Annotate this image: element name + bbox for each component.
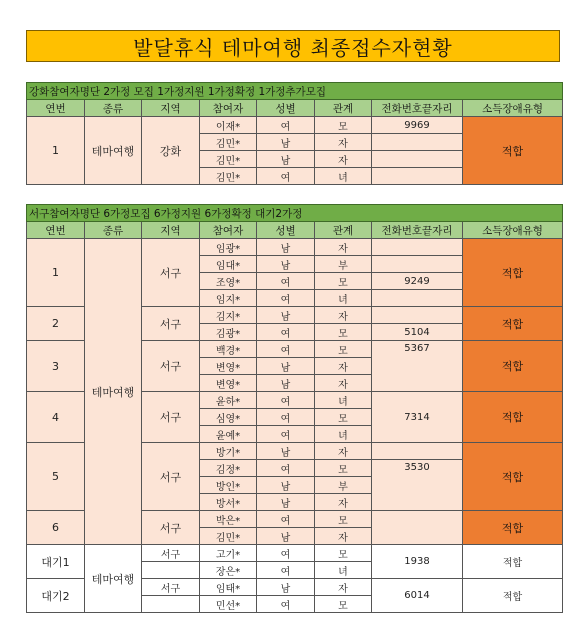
group-region: 서구: [142, 307, 200, 341]
group-no: 5: [27, 443, 85, 511]
participant-relation: 녀: [315, 426, 372, 443]
seogu-banner: 서구참여자명단 6가정모집 6가정지원 6가정확정 대기2가정: [27, 205, 563, 222]
table-row: [27, 239, 563, 256]
participant-name: 방기*: [200, 443, 257, 460]
participant-relation: 자: [315, 579, 372, 596]
participant-relation: 모: [315, 273, 372, 290]
eligibility-cell: 적합: [463, 117, 563, 185]
group-no: 1: [27, 239, 85, 307]
header-participant: 참여자: [200, 100, 257, 117]
participant-gender: 여: [257, 426, 315, 443]
group-no: 2: [27, 307, 85, 341]
participant-gender: 여: [257, 545, 315, 562]
phone-empty: [372, 151, 463, 168]
group-no: 1: [27, 117, 85, 185]
participant-relation: 자: [315, 528, 372, 545]
participant-relation: 자: [315, 375, 372, 392]
participant-gender: 여: [257, 392, 315, 409]
participant-name: 장은*: [200, 562, 257, 579]
group-region: 서구: [142, 511, 200, 545]
group-region: 서구: [142, 341, 200, 392]
phone-empty: [372, 443, 463, 460]
phone-empty: [372, 256, 463, 273]
header-region: 지역: [142, 222, 200, 239]
participant-gender: 남: [257, 579, 315, 596]
participant-gender: 여: [257, 511, 315, 528]
region-empty: [142, 562, 200, 579]
participant-relation: 자: [315, 134, 372, 151]
header-participant: 참여자: [200, 222, 257, 239]
eligibility-cell: 적합: [463, 392, 563, 443]
header-region: 지역: [142, 100, 200, 117]
seogu-table: [26, 204, 563, 613]
participant-name: 윤하*: [200, 392, 257, 409]
participant-name: 김민*: [200, 528, 257, 545]
header-phone: 전화번호끝자리: [372, 222, 463, 239]
participant-name: 민선*: [200, 596, 257, 613]
participant-relation: 녀: [315, 562, 372, 579]
participant-name: 김정*: [200, 460, 257, 477]
participant-name: 김광*: [200, 324, 257, 341]
header-type: 종류: [85, 222, 142, 239]
phone-last-digits: 5104: [372, 324, 463, 341]
participant-name: 임대*: [200, 256, 257, 273]
participant-relation: 모: [315, 117, 372, 134]
participant-name: 임태*: [200, 579, 257, 596]
group-no: 3: [27, 341, 85, 392]
phone-last-digits: [372, 511, 463, 545]
participant-gender: 남: [257, 358, 315, 375]
participant-name: 고기*: [200, 545, 257, 562]
participant-gender: 여: [257, 290, 315, 307]
participant-gender: 여: [257, 341, 315, 358]
eligibility-cell: 적합: [463, 443, 563, 511]
waiting-region: 서구: [142, 545, 200, 562]
participant-name: 임광*: [200, 239, 257, 256]
participant-name: 변영*: [200, 375, 257, 392]
phone-last-digits: 9249: [372, 273, 463, 290]
participant-relation: 모: [315, 460, 372, 477]
header-phone: 전화번호끝자리: [372, 100, 463, 117]
header-type: 종류: [85, 100, 142, 117]
group-no: 4: [27, 392, 85, 443]
participant-gender: 여: [257, 273, 315, 290]
participant-relation: 모: [315, 324, 372, 341]
participant-relation: 부: [315, 477, 372, 494]
phone-last-digits: 9969: [372, 117, 463, 134]
group-type: 테마여행: [85, 117, 142, 185]
participant-name: 김지*: [200, 307, 257, 324]
participant-name: 이재*: [200, 117, 257, 134]
header-relation: 관계: [315, 222, 372, 239]
participant-gender: 여: [257, 460, 315, 477]
participant-gender: 여: [257, 562, 315, 579]
participant-relation: 자: [315, 239, 372, 256]
participant-gender: 남: [257, 528, 315, 545]
participant-gender: 남: [257, 443, 315, 460]
participant-relation: 모: [315, 409, 372, 426]
region-empty: [142, 596, 200, 613]
participant-relation: 부: [315, 256, 372, 273]
header-relation: 관계: [315, 100, 372, 117]
eligibility-cell: 적합: [463, 307, 563, 341]
phone-last-digits: 1938: [372, 545, 463, 579]
participant-name: 임지*: [200, 290, 257, 307]
participant-relation: 녀: [315, 168, 372, 185]
header-gender: 성별: [257, 100, 315, 117]
participant-relation: 모: [315, 341, 372, 358]
page-title: 발달휴식 테마여행 최종접수자현황: [26, 30, 560, 62]
participant-name: 백경*: [200, 341, 257, 358]
table-row: [27, 117, 563, 134]
waiting-region: 서구: [142, 579, 200, 596]
participant-relation: 모: [315, 511, 372, 528]
eligibility-cell: 적합: [463, 239, 563, 307]
participant-relation: 녀: [315, 392, 372, 409]
participant-relation: 자: [315, 307, 372, 324]
waiting-type: 테마여행: [85, 545, 142, 613]
table-row: [27, 545, 563, 562]
phone-last-digits: 7314: [372, 392, 463, 443]
header-eligibility: 소득장애유형: [463, 222, 563, 239]
participant-relation: 자: [315, 443, 372, 460]
participant-gender: 여: [257, 324, 315, 341]
header-gender: 성별: [257, 222, 315, 239]
participant-gender: 남: [257, 477, 315, 494]
participant-name: 조영*: [200, 273, 257, 290]
participant-relation: 자: [315, 151, 372, 168]
participant-name: 변영*: [200, 358, 257, 375]
participant-name: 윤예*: [200, 426, 257, 443]
phone-empty: [372, 307, 463, 324]
participant-relation: 모: [315, 596, 372, 613]
group-region: 서구: [142, 239, 200, 307]
participant-name: 방서*: [200, 494, 257, 511]
phone-empty: [372, 134, 463, 151]
eligibility-cell: 적합: [463, 341, 563, 392]
group-region: 서구: [142, 392, 200, 443]
eligibility-cell: 적합: [463, 511, 563, 545]
phone-empty: [372, 168, 463, 185]
eligibility-cell: 적합: [463, 579, 563, 613]
group-region: 서구: [142, 443, 200, 511]
participant-gender: 남: [257, 151, 315, 168]
participant-gender: 여: [257, 596, 315, 613]
participant-name: 방인*: [200, 477, 257, 494]
ganghwa-banner: 강화참여자명단 2가정 모집 1가정지원 1가정확정 1가정추가모집: [27, 83, 563, 100]
participant-gender: 남: [257, 134, 315, 151]
participant-relation: 자: [315, 494, 372, 511]
participant-relation: 모: [315, 545, 372, 562]
eligibility-cell: 적합: [463, 545, 563, 579]
participant-gender: 여: [257, 168, 315, 185]
participant-name: 심영*: [200, 409, 257, 426]
phone-empty: [372, 239, 463, 256]
waiting-no: 대기1: [27, 545, 85, 579]
ganghwa-table: [26, 82, 563, 185]
participant-name: 김민*: [200, 151, 257, 168]
header-no: 연번: [27, 100, 85, 117]
participant-gender: 남: [257, 239, 315, 256]
participant-name: 김민*: [200, 134, 257, 151]
participant-gender: 남: [257, 307, 315, 324]
group-type: 테마여행: [85, 239, 142, 545]
participant-gender: 남: [257, 494, 315, 511]
participant-name: 박은*: [200, 511, 257, 528]
participant-gender: 여: [257, 409, 315, 426]
phone-last-digits: 5367: [372, 341, 463, 392]
phone-last-digits: 3530: [372, 460, 463, 511]
participant-relation: 자: [315, 358, 372, 375]
header-no: 연번: [27, 222, 85, 239]
group-region: 강화: [142, 117, 200, 185]
waiting-no: 대기2: [27, 579, 85, 613]
phone-empty: [372, 290, 463, 307]
participant-gender: 남: [257, 375, 315, 392]
group-no: 6: [27, 511, 85, 545]
participant-gender: 남: [257, 256, 315, 273]
participant-gender: 여: [257, 117, 315, 134]
phone-last-digits: 6014: [372, 579, 463, 613]
header-eligibility: 소득장애유형: [463, 100, 563, 117]
participant-name: 김민*: [200, 168, 257, 185]
participant-relation: 녀: [315, 290, 372, 307]
